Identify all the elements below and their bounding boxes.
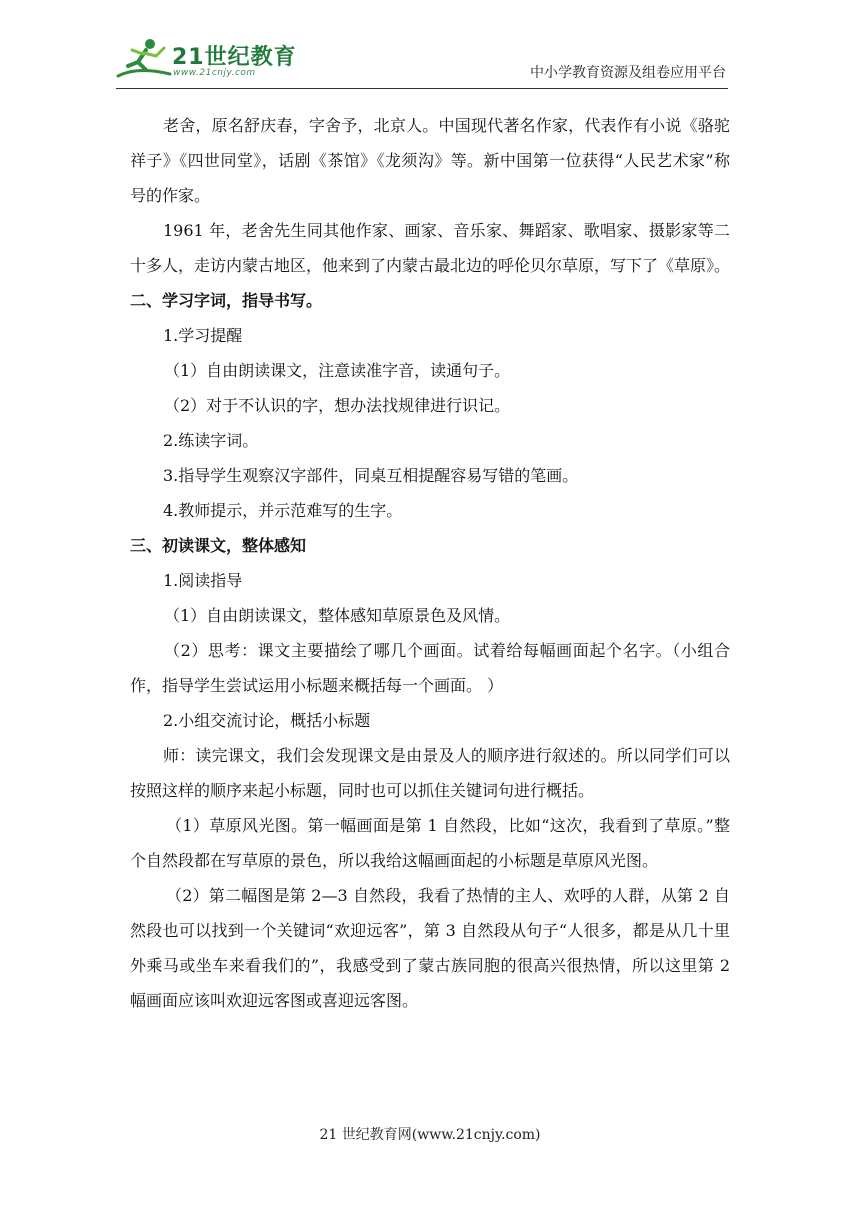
section-heading-3: 三、初读课文，整体感知 xyxy=(130,536,307,555)
list-item: 4.教师提示，并示范难写的生字。 xyxy=(163,501,403,520)
list-item: 1.阅读指导 xyxy=(163,571,243,590)
page-header xyxy=(0,0,860,92)
platform-name: 中小学教育资源及组卷应用平台 xyxy=(530,65,726,81)
list-subitem: （2）对于不认识的字，想办法找规律进行识记。 xyxy=(164,396,511,415)
logo-text: 21世纪教育 xyxy=(172,45,297,70)
paragraph-teacher: 师：读完课文，我们会发现课文是由景及人的顺序进行叙述的。所以同学们可以按照这样的顺序来起小标题，同时也可以抓住关键词句进行概括。 xyxy=(130,746,730,800)
list-item: 2.小组交流讨论，概括小标题 xyxy=(163,711,371,730)
paragraph-scene-2: （2）第二幅图是第 2—3 自然段，我看了热情的主人、欢呼的人群，从第 2 自然段也可以找到一个关键词“欢迎远客”，第 3 自然段从句子“人很多，都是从几十里外乘马或坐车来看我们的”，我感受到了蒙古族同胞的很高兴很热情，所以这里第 2 幅画面应该叫欢迎远客图或喜迎远客图。 xyxy=(130,886,730,1010)
list-item: 1.学习提醒 xyxy=(163,326,243,345)
list-item: 2.练读字词。 xyxy=(163,431,259,450)
running-figure-logo-icon xyxy=(116,36,174,82)
list-subitem: （2）思考：课文主要描绘了哪几个画面。试着给每幅画面起个名字。（小组合作，指导学生尝试运用小标题来概括每一个画面。 ） xyxy=(130,641,730,695)
list-subitem: （1）自由朗读课文，整体感知草原景色及风情。 xyxy=(164,606,511,625)
document-body xyxy=(130,108,730,1018)
header-divider xyxy=(116,88,728,89)
list-item: 3.指导学生观察汉字部件，同桌互相提醒容易写错的笔画。 xyxy=(163,466,579,485)
site-logo[interactable] xyxy=(116,36,297,82)
list-subitem: （1）自由朗读课文，注意读准字音，读通句子。 xyxy=(164,361,511,380)
logo-url: www.21cnjy.com xyxy=(173,68,256,78)
section-heading-2: 二、学习字词，指导书写。 xyxy=(130,291,323,310)
paragraph-background: 1961 年，老舍先生同其他作家、画家、音乐家、舞蹈家、歌唱家、摄影家等二十多人，走访内蒙古地区，他来到了内蒙古最北边的呼伦贝尔草原，写下了《草原》。 xyxy=(130,221,731,275)
paragraph-author-intro: 老舍，原名舒庆春，字舍予，北京人。中国现代著名作家，代表作有小说《骆驼祥子》《四世同堂》，话剧《茶馆》《龙须沟》等。新中国第一位获得“人民艺术家”称号的作家。 xyxy=(130,116,730,205)
page-footer: 21 世纪教育网(www.21cnjy.com) xyxy=(319,1127,541,1143)
paragraph-scene-1: （1）草原风光图。第一幅画面是第 1 自然段，比如“这次，我看到了草原。”整个自然段都在写草原的景色，所以我给这幅画面起的小标题是草原风光图。 xyxy=(130,816,730,870)
